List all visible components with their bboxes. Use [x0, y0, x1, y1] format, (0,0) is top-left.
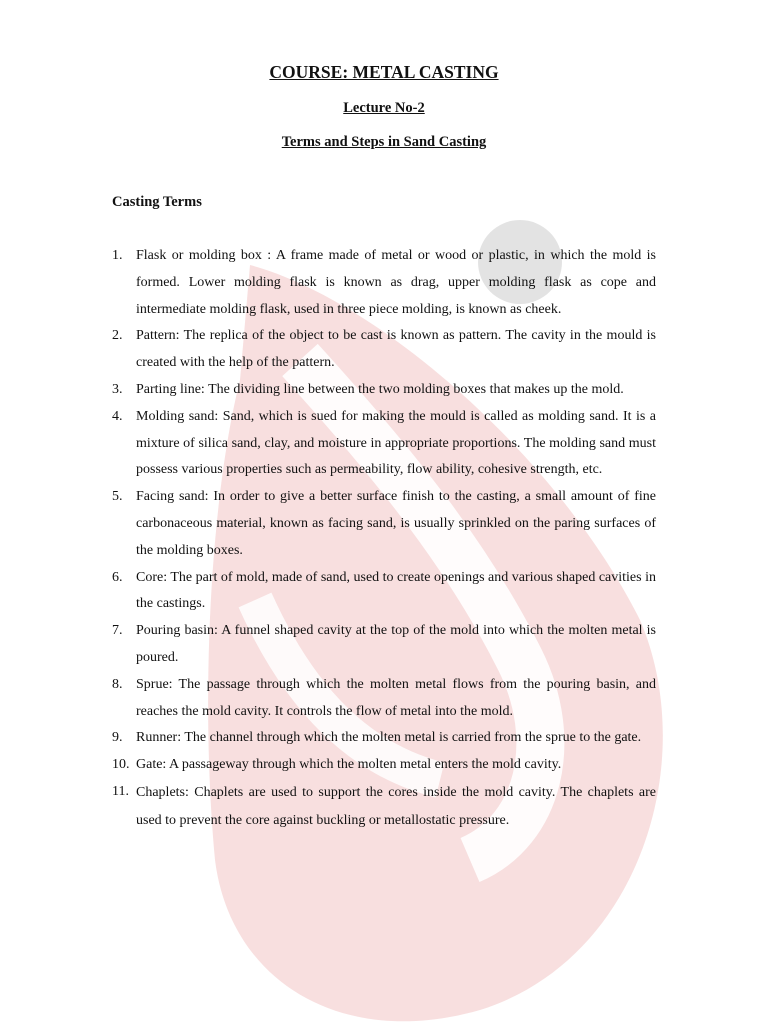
list-item: [112, 618, 656, 672]
terms-list: [112, 243, 656, 835]
list-item-number: 3.: [112, 381, 123, 397]
list-item-number: 2.: [112, 328, 123, 344]
list-item-text: Runner: The channel through which the molten metal is carried from the sprue to the gate.: [136, 730, 642, 746]
list-item: [112, 377, 656, 404]
list-item-text: Pouring basin: A funnel shaped cavity at the top of the mold into which the molten metal is poured.: [136, 623, 656, 665]
list-item-number: 6.: [112, 569, 123, 585]
list-item-text: Facing sand: In order to give a better surface finish to the casting, a small amount of fine carbonaceous material, known as facing sand, is usually sprinkled on the paring surfaces of the molding boxes.: [136, 489, 656, 558]
lecture-subtitle: Terms and Steps in Sand Casting: [281, 134, 487, 150]
section-heading: Casting Terms: [112, 194, 202, 210]
list-item-number: 8.: [112, 676, 123, 692]
list-item-number: 10.: [112, 757, 130, 773]
list-item-number: 5.: [112, 489, 123, 505]
list-item-number: 7.: [112, 623, 123, 639]
list-item-text: Pattern: The replica of the object to be cast is known as pattern. The cavity in the mould is created with the help of the pattern.: [136, 328, 656, 371]
list-item: [112, 323, 656, 377]
list-item-number: 4.: [112, 408, 123, 424]
list-item-text: Chaplets: Chaplets are used to support the cores inside the mold cavity. The chaplets are used to prevent the core against buckling or metallostatic pressure.: [136, 784, 656, 828]
list-item: [112, 243, 656, 323]
list-item-text: Core: The part of mold, made of sand, used to create openings and various shaped cavities in the castings.: [136, 569, 656, 612]
list-item: [112, 779, 656, 835]
list-item: [112, 672, 656, 726]
list-item: [112, 404, 656, 484]
list-item-text: Flask or molding box : A frame made of metal or wood or plastic, in which the mold is formed. Lower molding flask is known as drag, upper molding flask as cope and intermediate molding flask, used in three piece molding, is known as cheek.: [136, 248, 656, 317]
list-item-number: 11.: [112, 783, 129, 799]
list-item-number: 1.: [112, 248, 123, 263]
list-item: [112, 725, 656, 752]
list-item-text: Molding sand: Sand, which is sued for making the mould is called as molding sand. It is a mixture of silica sand, clay, and moisture in appropriate proportions. The molding sand must possess various properties such as permeability, flow ability, cohesive strength, etc.: [136, 408, 656, 478]
list-item: [112, 565, 656, 619]
course-title: COURSE: METAL CASTING: [269, 62, 499, 82]
list-item: [112, 484, 656, 564]
list-item-text: Gate: A passageway through which the molten metal enters the mold cavity.: [136, 757, 562, 773]
list-item-text: Sprue: The passage through which the molten metal flows from the pouring basin, and reaches the mold cavity. It controls the flow of metal into the mold.: [136, 676, 656, 719]
lecture-number: Lecture No-2: [343, 100, 425, 116]
list-item-text: Parting line: The dividing line between the two molding boxes that makes up the mold.: [136, 381, 624, 397]
list-item-number: 9.: [112, 730, 123, 746]
list-item: [112, 752, 656, 779]
